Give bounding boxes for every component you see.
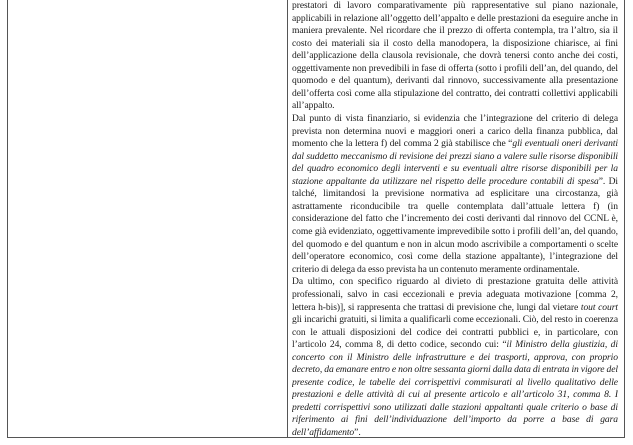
paragraph-2-text-1: Dal punto di vista finanziario, si evidenzia che l’integrazione del criterio di delega prevista non determina nuovi e maggiori oneri a carico della finanza pubblica, dal momento che la lettera f) del comma 2 già stabilisce che “ — [292, 113, 618, 150]
paragraph-3-text-3: ”. — [354, 426, 361, 438]
paragraph-2-text-2: ”. Di talché, limitandosi la previsione normativa ad esplicitare una circostanza, già astrattamente riconducibile tra quelle contemplata dall’attuale lettera f) (in considerazione del fatto che l’incremento dei costi derivanti dal rinnovo del CCNL è, come già evidenziato, oggettivamente imprevedibile sotto i profili dell’an, del quando, del quomodo e del quantum e non in alcun modo ascrivibile a comportamenti o scelte dell’operatore economico, così come della stazione appaltante), l’integrazione del criterio di delega da esso prevista ha un contenuto meramente ordinamentale. — [292, 175, 618, 275]
table-left-cell — [7, 0, 287, 438]
paragraph-3-text-1: Da ultimo, con specifico riguardo al divieto di prestazione gratuita delle attività professionali, salvo in casi eccezionali e previa adeguata motivazione [comma 2, lettera h-bis)], si rappresenta che trattasi di previsione che, lungi dal vietare — [292, 276, 618, 313]
paragraph-3-text-2: gli incarichi gratuiti, si limita a qualificarli come eccezionali. Ciò, del resto in coerenza con le attuali disposizioni del codice dei contratti pubblici e, in particolare, con l’articolo 24, comma 8, di detto codice, secondo cui: “ — [292, 314, 618, 351]
paragraph-2-quote-italic: gli eventuali oneri derivanti dal suddetto meccanismo di revisione dei prezzi siano a valere sulle risorse disponibili del quadro economico degli interventi e su eventuali altre risorse disponibili per la stazione appaltante da utilizzare nel rispetto delle procedure contabili di spesa — [292, 138, 618, 187]
paragraph-3-tout-court-italic: tout court — [580, 301, 618, 313]
paragraph-3 — [292, 276, 618, 438]
paragraph-1 — [292, 0, 618, 113]
paragraph-3-quote-italic: il Ministro della giustizia, di concerto con il Ministro delle infrastrutture e dei trasporti, approva, con proprio decreto, da emanare entro e non oltre sessanta giorni dalla data di entrata in vigore del presente codice, le tabelle dei corrispettivi commisurati al livello qualitativo delle prestazioni e delle attività di cui al presente articolo e all’articolo 31, comma 8. I predetti corrispettivi sono utilizzati dalle stazioni appaltanti quale criterio o base di riferimento ai fini dell’individuazione dell’importo da porre a base di gara dell’affidamento — [292, 339, 618, 438]
paragraph-1-text-1: prestatori di lavoro comparativamente più rappresentative sul piano nazionale, applicabili in relazione all’oggetto dell’appalto e delle prestazioni da eseguire anche in maniera prevalente. Nel ricordare che il prezzo di offerta contempla, tra l’altro, sia il costo dei materiali sia il costo della manodopera, la disposizione chiarisce, ai fini dell’applicazione della clausola revisionale, che dovrà tenersi conto anche dei costi, oggettivamente non prevedibili in fase di offerta (sotto i profili dell’an, del quando, del quomodo e del quantum), derivanti dal rinnovo, successivamente alla presentazione dell’offerta così come alla stipulazione del contratto, dei contratti collettivi applicabili all’appalto. — [292, 0, 618, 112]
table-right-cell — [292, 0, 618, 438]
paragraph-2 — [292, 113, 618, 276]
column-divider — [287, 0, 288, 438]
